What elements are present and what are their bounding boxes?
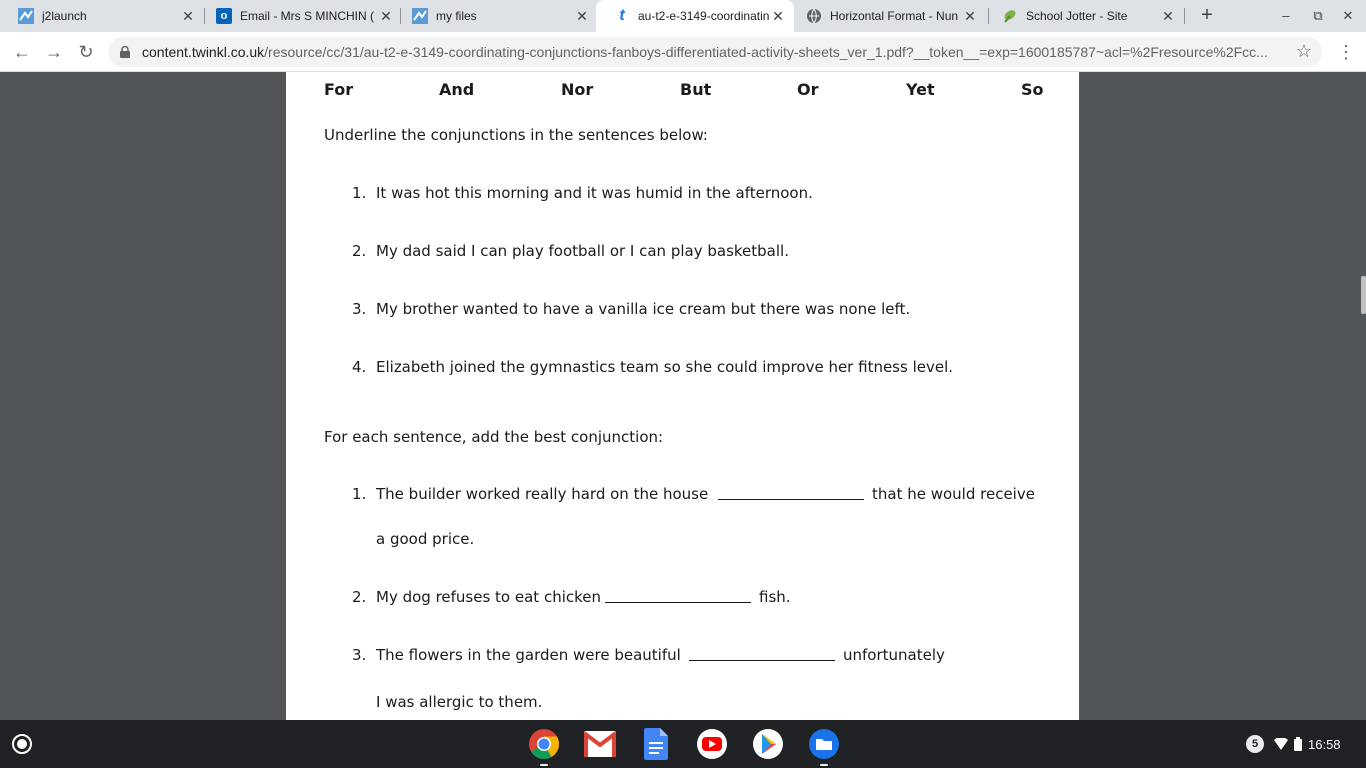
pdf-page — [286, 72, 1079, 720]
item-number: 2. — [352, 242, 367, 260]
fanboy-word: Nor — [561, 80, 594, 99]
instruction-add-conjunction: For each sentence, add the best conjunction: — [324, 428, 664, 446]
item-number: 4. — [352, 358, 367, 376]
tab-title: Horizontal Format - Nun — [830, 9, 959, 23]
restore-icon[interactable]: ⧉ — [1313, 8, 1323, 23]
play-store-icon[interactable] — [752, 728, 784, 760]
close-tab-icon[interactable]: ✕ — [964, 8, 976, 24]
item-number: 3. — [352, 646, 367, 664]
jotter-leaf-icon — [1002, 8, 1018, 24]
running-indicator — [820, 764, 828, 766]
answer-blank[interactable] — [689, 660, 835, 661]
tab-title: j2launch — [42, 9, 87, 23]
close-tab-icon[interactable]: ✕ — [182, 8, 194, 24]
tab-title: School Jotter - Site — [1026, 9, 1128, 23]
item-text-continued: a good price. — [376, 530, 475, 548]
tab-twinkl-pdf[interactable] — [596, 0, 794, 32]
back-arrow-icon[interactable]: ← — [13, 42, 31, 62]
tab-my-files[interactable] — [394, 0, 598, 32]
battery-icon — [1294, 737, 1302, 751]
forward-arrow-icon[interactable]: → — [45, 42, 63, 62]
fanboy-word: But — [680, 80, 712, 99]
browser-toolbar — [0, 32, 1366, 72]
item-text-after: unfortunately — [843, 646, 945, 664]
j2-favicon-icon — [412, 8, 428, 24]
item-text: It was hot this morning and it was humid in the afternoon. — [376, 184, 813, 202]
url-text[interactable] — [142, 44, 1282, 60]
pdf-viewer[interactable] — [0, 72, 1366, 720]
running-indicator — [540, 764, 548, 766]
j2launch-favicon-icon — [18, 8, 34, 24]
answer-blank[interactable] — [605, 602, 751, 603]
youtube-icon[interactable] — [696, 728, 728, 760]
tab-title: my files — [436, 9, 477, 23]
tab-horizontal-format[interactable] — [788, 0, 986, 32]
reload-icon[interactable]: ↻ — [78, 42, 94, 62]
item-text: My brother wanted to have a vanilla ice cream but there was none left. — [376, 300, 911, 318]
close-tab-icon[interactable]: ✕ — [772, 8, 784, 24]
tab-j2launch[interactable] — [0, 0, 204, 32]
tab-title: Email - Mrs S MINCHIN ( — [240, 9, 374, 23]
item-text: My dad said I can play football or I can play basketball. — [376, 242, 789, 260]
clock-time: 16:58 — [1308, 736, 1341, 752]
twinkl-favicon-icon: t — [619, 7, 625, 24]
scrollbar-thumb[interactable] — [1361, 276, 1366, 314]
chrome-icon[interactable] — [528, 728, 560, 760]
close-tab-icon[interactable]: ✕ — [380, 8, 392, 24]
item-number: 3. — [352, 300, 367, 318]
files-icon[interactable] — [808, 728, 840, 760]
item-text: Elizabeth joined the gymnastics team so she could improve her fitness level. — [376, 358, 954, 376]
tab-strip — [0, 0, 1366, 32]
lock-icon — [120, 46, 130, 58]
close-window-icon[interactable]: ✕ — [1342, 8, 1354, 23]
item-text-before: My dog refuses to eat chicken — [376, 588, 602, 606]
item-number: 1. — [352, 184, 367, 202]
item-text-before: The flowers in the garden were beautiful — [376, 646, 681, 664]
instruction-underline: Underline the conjunctions in the sentences below: — [324, 126, 708, 144]
globe-icon — [806, 8, 822, 24]
tab-email[interactable] — [198, 0, 402, 32]
fanboy-word: Or — [797, 80, 819, 99]
fanboy-word: For — [324, 80, 354, 99]
fanboy-word: So — [1021, 80, 1044, 99]
notification-count[interactable]: 5 — [1246, 735, 1264, 753]
url-path: /resource/cc/31/au-t2-e-3149-coordinating-conjunctions-fanboys-differentiated-activity-sheets_ver_1.pdf?__token__=exp=1600185787~acl=%2Fresource%2Fcc... — [264, 44, 1268, 60]
minimize-icon[interactable]: – — [1282, 8, 1290, 23]
item-text-after: that he would receive — [872, 485, 1035, 503]
item-text-continued: I was allergic to them. — [376, 693, 543, 711]
status-tray[interactable] — [1236, 730, 1341, 758]
new-tab-button[interactable]: + — [1201, 4, 1213, 26]
docs-icon[interactable] — [640, 728, 672, 760]
tab-title: au-t2-e-3149-coordinatin — [638, 9, 770, 23]
close-tab-icon[interactable]: ✕ — [1162, 8, 1174, 24]
launcher-icon[interactable] — [12, 734, 32, 754]
wifi-icon — [1274, 738, 1288, 750]
tab-school-jotter[interactable] — [984, 0, 1184, 32]
answer-blank[interactable] — [718, 499, 864, 500]
bookmark-star-icon[interactable]: ☆ — [1295, 41, 1312, 61]
tab-separator — [1184, 8, 1185, 24]
item-text-before: The builder worked really hard on the house — [376, 485, 709, 503]
item-text-after: fish. — [759, 588, 791, 606]
item-number: 1. — [352, 485, 367, 503]
gmail-icon[interactable] — [584, 728, 616, 760]
url-host: content.twinkl.co.uk — [142, 44, 265, 60]
outlook-icon: o — [216, 8, 232, 24]
address-bar[interactable] — [108, 37, 1322, 67]
fanboy-word: And — [439, 80, 475, 99]
fanboy-word: Yet — [906, 80, 935, 99]
kebab-menu-icon[interactable]: ⋮ — [1337, 42, 1355, 62]
close-tab-icon[interactable]: ✕ — [576, 8, 588, 24]
item-number: 2. — [352, 588, 367, 606]
chromeos-shelf — [0, 720, 1366, 768]
